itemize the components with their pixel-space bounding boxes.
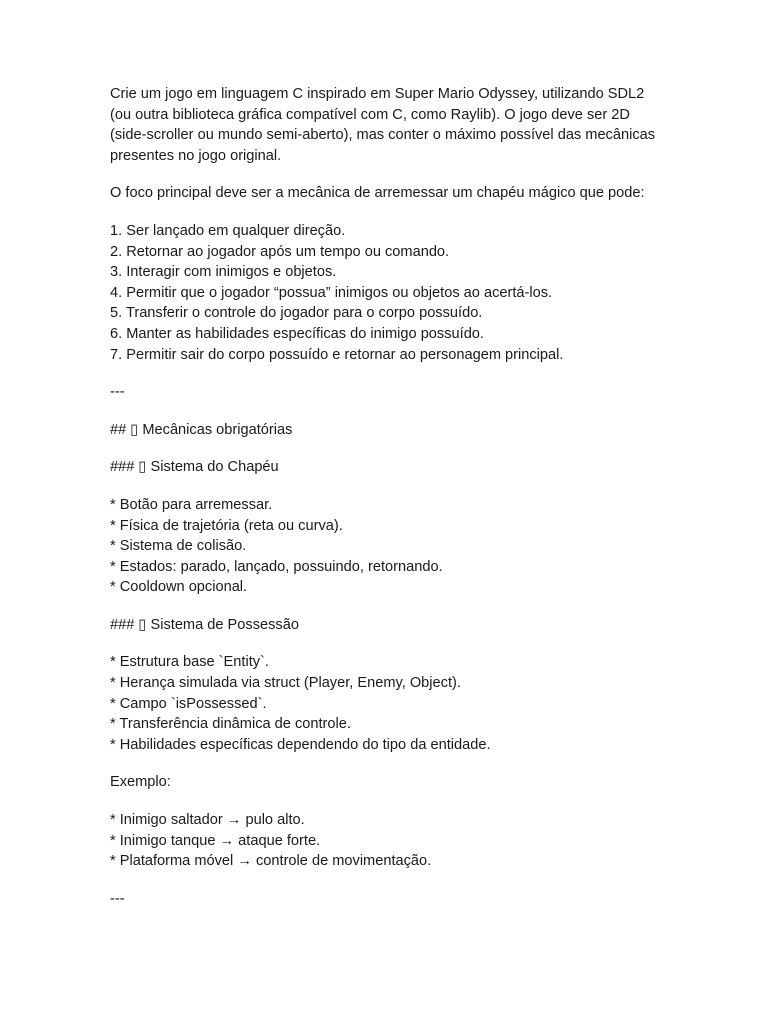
subsection-heading-possession: ### ▯ Sistema de Possessão — [110, 616, 299, 633]
list-item: * Botão para arremessar. — [110, 496, 273, 513]
list-item: * Estados: parado, lançado, possuindo, retornando. — [110, 558, 443, 575]
list-item: * Física de trajetória (reta ou curva). — [110, 517, 343, 534]
section-heading-mechanics: ## ▯ Mecânicas obrigatórias — [110, 421, 293, 438]
list-item: * Plataforma móvel → controle de movimentação. — [110, 853, 432, 870]
list-item: * Estrutura base `Entity`. — [110, 654, 269, 671]
list-item: * Habilidades específicas dependendo do tipo da entidade. — [110, 736, 491, 753]
list-item: * Sistema de colisão. — [110, 538, 247, 555]
list-item: * Cooldown opcional. — [110, 579, 248, 596]
list-item: * Campo `isPossessed`. — [110, 695, 267, 712]
separator: --- — [110, 890, 125, 907]
hat-system-list — [110, 495, 660, 598]
separator: --- — [110, 384, 125, 401]
intro-paragraph: Crie um jogo em linguagem C inspirado em Super Mario Odyssey, utilizando SDL2 (ou outra biblioteca gráfica compatível com C, como Raylib). O jogo deve ser 2D (side-scroller ou mundo semi-aberto), mas conter o máximo possível das mecânicas presentes no jogo original. — [110, 86, 660, 164]
list-item: * Inimigo tanque → ataque forte. — [110, 832, 321, 849]
example-label: Exemplo: — [110, 774, 171, 791]
list-item: * Herança simulada via struct (Player, Enemy, Object). — [110, 675, 461, 692]
subsection-heading-hat: ### ▯ Sistema do Chapéu — [110, 459, 279, 476]
list-item: 4. Permitir que o jogador “possua” inimigos ou objetos ao acertá-los. — [110, 284, 553, 301]
list-item: 5. Transferir o controle do jogador para o corpo possuído. — [110, 305, 483, 322]
document-page — [110, 84, 660, 926]
list-item: * Inimigo saltador → pulo alto. — [110, 812, 305, 829]
list-item: 2. Retornar ao jogador após um tempo ou comando. — [110, 243, 450, 260]
possession-system-list — [110, 652, 660, 755]
list-item: 3. Interagir com inimigos e objetos. — [110, 264, 337, 281]
example-list — [110, 810, 660, 872]
list-item: 1. Ser lançado em qualquer direção. — [110, 222, 346, 239]
focus-paragraph: O foco principal deve ser a mecânica de arremessar um chapéu mágico que pode: — [110, 185, 645, 202]
list-item: 7. Permitir sair do corpo possuído e retornar ao personagem principal. — [110, 346, 564, 363]
capabilities-list — [110, 221, 660, 365]
list-item: * Transferência dinâmica de controle. — [110, 716, 351, 733]
list-item: 6. Manter as habilidades específicas do inimigo possuído. — [110, 325, 484, 342]
